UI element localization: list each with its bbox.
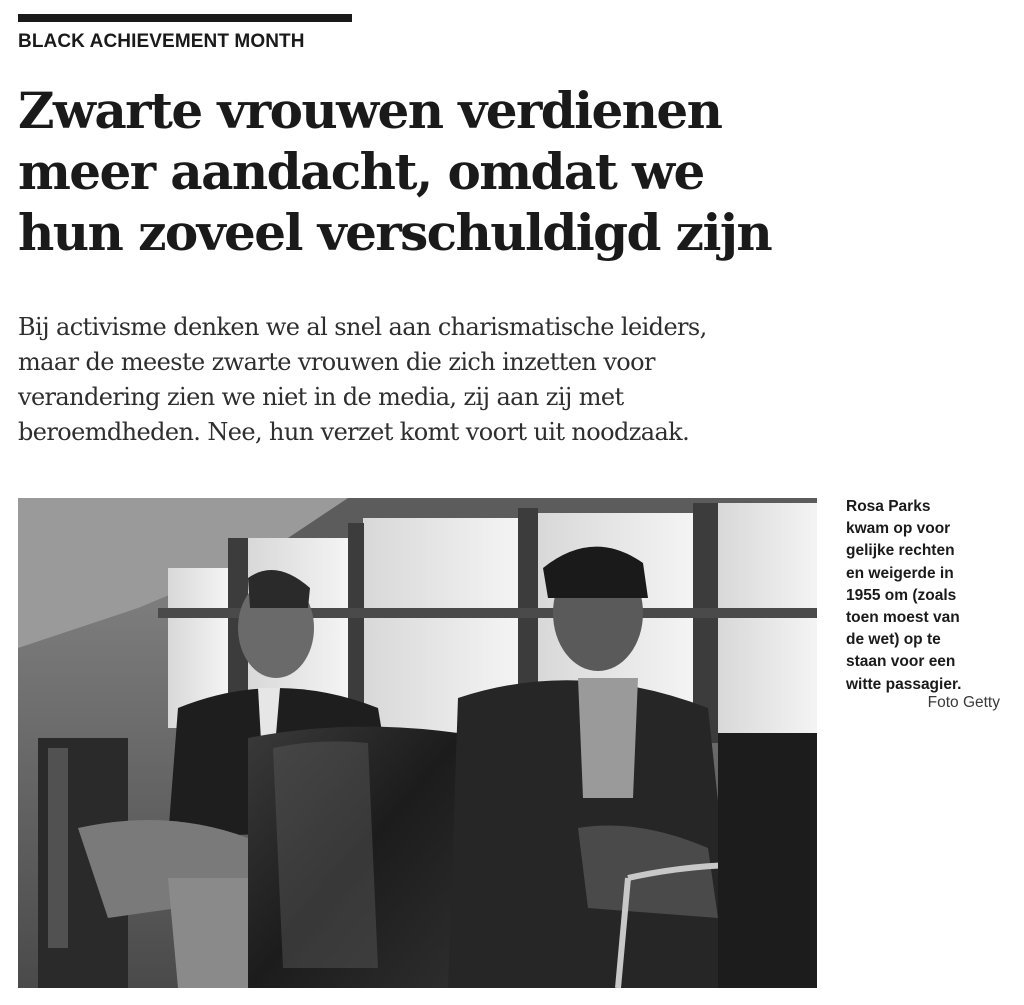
intro-line: Bij activisme denken we al snel aan charismatische leiders, (18, 313, 707, 341)
caption-line: de wet) op te (846, 631, 941, 649)
intro-line: maar de meeste zwarte vrouwen die zich inzetten voor (18, 348, 655, 376)
caption-line: staan voor een (846, 653, 956, 671)
caption-line: en weigerde in (846, 564, 954, 582)
headline-line: Zwarte vrouwen verdienen (18, 81, 722, 140)
article-headline (18, 80, 838, 263)
caption-line: toen moest van (846, 609, 960, 627)
photo-credit: Foto Getty (927, 694, 1000, 711)
caption-line: witte passagier. (846, 675, 962, 693)
caption-line: gelijke rechten (846, 542, 955, 560)
article-photo (18, 498, 817, 988)
photo-caption (846, 496, 1016, 696)
headline-line: hun zoveel verschuldigd zijn (18, 203, 772, 262)
caption-line: 1955 om (zoals (846, 586, 957, 604)
intro-line: beroemdheden. Nee, hun verzet komt voort uit noodzaak. (18, 418, 690, 446)
intro-line: verandering zien we niet in de media, zij aan zij met (18, 383, 624, 411)
headline-line: meer aandacht, omdat we (18, 142, 704, 201)
caption-line: kwam op voor (846, 520, 951, 538)
caption-line: Rosa Parks (846, 498, 931, 515)
section-kicker: BLACK ACHIEVEMENT MONTH (18, 31, 305, 52)
kicker-rule (18, 14, 352, 22)
article-intro (18, 310, 818, 450)
